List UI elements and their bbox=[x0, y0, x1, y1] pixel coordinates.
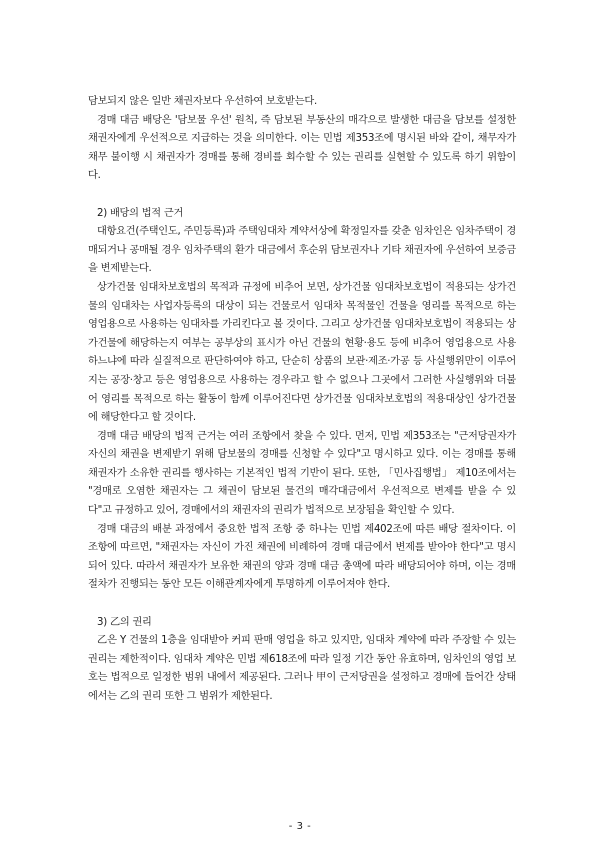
section-2-paragraph-4: 경매 대금의 배분 과정에서 중요한 법적 조항 중 하나는 민법 제402조에 따른 배당 절차이다. 이 조항에 따르면, "채권자는 자신이 가진 채권에 비례하여 경매 대금에서 변제를 받아야 한다"고 명시되어 있다. 따라서 채권자가 보유한 채권의 양과 경매 대금 총액에 따라 배당되어야 하며, 이는 경매 절차가 진행되는 동안 모든 이해관계자에게 투명하게 이루어져야 한다. bbox=[88, 523, 516, 591]
document-body bbox=[88, 93, 516, 707]
section-2-paragraph-2: 상가건물 임대차보호법의 목적과 규정에 비추어 보면, 상가건물 임대차보호법이 적용되는 상가건물의 임대차는 사업자등록의 대상이 되는 건물로서 임대차 목적물인 건물을 영리를 목적으로 하는 영업용으로 사용하는 임대차를 가리킨다고 볼 것이다. 그리고 상가건물 임대차보호법이 적용되는 상가건물에 해당하는지 여부는 공부상의 표시가 아닌 건물의 현황·용도 등에 비추어 영업용으로 사용하느냐에 따라 실질적으로 판단하여야 하고, 단순히 상품의 보관·제조·가공 등 사실행위만이 이루어지는 공장·창고 등은 영업용으로 사용하는 경우라고 할 수 없으나 그곳에서 그러한 사실행위와 더불어 영리를 목적으로 하는 활동이 함께 이루어진다면 상가건물 임대차보호법의 적용대상인 상가건물에 해당한다고 할 것이다. bbox=[88, 281, 516, 424]
section-3-heading: 3) 乙의 권리 bbox=[97, 616, 152, 628]
section-3-paragraph-1: 乙은 Y 건물의 1층을 임대받아 커피 판매 영업을 하고 있지만, 임대차 계약에 따라 주장할 수 있는 권리는 제한적이다. 임대차 계약은 민법 제618조에 따라 일정 기간 동안 유효하며, 임차인의 영업 보호는 법적으로 일정한 범위 내에서 제공된다. 그러나 甲이 근저당권을 설정하고 경매에 들어간 상태에서는 乙의 권리 또한 그 범위가 제한된다. bbox=[88, 635, 516, 702]
intro-paragraph: 경매 대금 배당은 '담보물 우선' 원칙, 즉 담보된 부동산의 매각으로 발생한 대금을 담보를 설정한 채권자에게 우선적으로 지급하는 것을 의미한다. 이는 민법 제353조에 명시된 바와 같이, 채무자가 채무 불이행 시 채권자가 경매를 통해 경비를 회수할 수 있는 권리를 실현할 수 있도록 하기 위함이다. bbox=[88, 114, 516, 182]
page-number: - 3 - bbox=[288, 821, 312, 832]
section-2-heading: 2) 배당의 법적 근거 bbox=[97, 207, 184, 219]
spacer bbox=[88, 595, 516, 614]
continuation-paragraph: 담보되지 않은 일반 채권자보다 우선하여 보호받는다. bbox=[88, 96, 317, 107]
section-2-paragraph-3: 경매 대금 배당의 법적 근거는 여러 조항에서 찾을 수 있다. 먼저, 민법 제353조는 "근저당권자가 자신의 채권을 변제받기 위해 담보물의 경매를 신청할 수 있다"고 명시하고 있다. 이는 경매를 통해 채권자가 소유한 권리를 행사하는 기본적인 법적 기반이 된다. 또한, 「민사집행법」 제10조에서는 "경매로 오염한 채권자는 그 채권이 담보된 물건의 매각대금에서 우선적으로 변제를 받을 수 있다"고 규정하고 있어, 경매에서의 채권자의 권리가 법적으로 보장됨을 확인할 수 있다. bbox=[88, 430, 516, 517]
spacer bbox=[88, 186, 516, 205]
section-2-paragraph-1: 대항요건(주택인도, 주민등록)과 주택임대차 계약서상에 확정일자를 갖춘 임차인은 임차주택이 경매되거나 공매될 경우 임차주택의 환가 대금에서 후순위 담보권자나 기타 채권자에 우선하여 보증금을 변제받는다. bbox=[88, 226, 516, 275]
